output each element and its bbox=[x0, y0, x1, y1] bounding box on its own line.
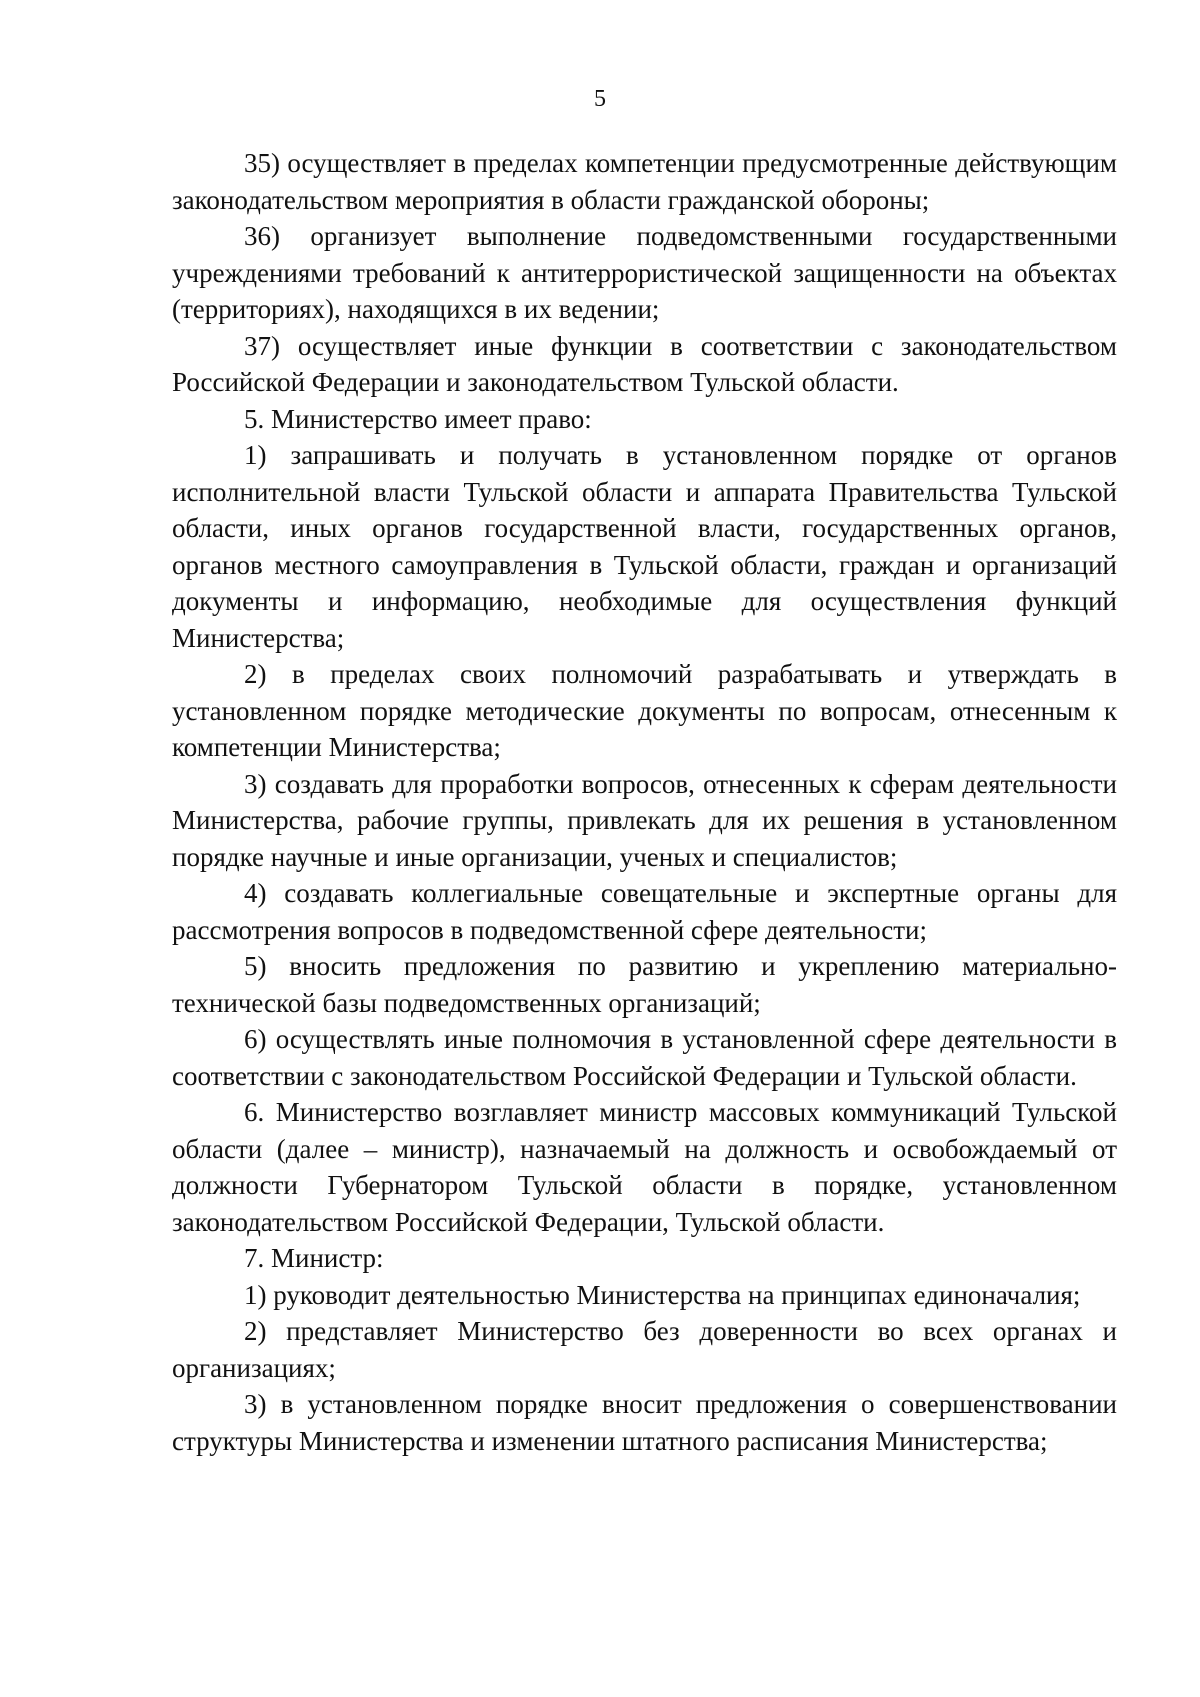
paragraph-section-7: 7. Министр: bbox=[244, 1243, 384, 1273]
paragraph-right-5: 5) вносить предложения по развитию и укреплению материально-технической базы подведомственных организаций; bbox=[172, 951, 1117, 1018]
document-body bbox=[172, 145, 1117, 1459]
paragraph-minister-2: 2) представляет Министерство без доверенности во всех органах и организациях; bbox=[172, 1316, 1117, 1383]
paragraph-right-4: 4) создавать коллегиальные совещательные и экспертные органы для рассмотрения вопросов в подведомственной сфере деятельности; bbox=[172, 878, 1117, 945]
paragraph-section-5: 5. Министерство имеет право: bbox=[244, 403, 592, 434]
paragraph-minister-1: 1) руководит деятельностью Министерства на принципах единоначалия; bbox=[244, 1279, 1081, 1310]
paragraph-item-35: 35) осуществляет в пределах компетенции предусмотренные действующим законодательством мероприятия в области гражданской обороны; bbox=[172, 148, 1117, 215]
paragraph-right-6: 6) осуществлять иные полномочия в установленной сфере деятельности в соответствии с законодательством Российской Федерации и Тульской области. bbox=[172, 1024, 1117, 1091]
paragraph-right-1: 1) запрашивать и получать в установленном порядке от органов исполнительной власти Тульской области и аппарата Правительства Тульской области, иных органов государственной власти, государственных органов, органов местного самоуправления в Тульской области, граждан и организаций документы и информацию, необходимые для осуществления функций Министерства; bbox=[172, 440, 1117, 653]
paragraph-right-2: 2) в пределах своих полномочий разрабатывать и утверждать в установленном порядке методические документы по вопросам, отнесенным к компетенции Министерства; bbox=[172, 659, 1117, 762]
paragraph-section-6: 6. Министерство возглавляет министр массовых коммуникаций Тульской области (далее – министр), назначаемый на должность и освобождаемый от должности Губернатором Тульской области в порядке, установленном законодательством Российской Федерации, Тульской области. bbox=[172, 1097, 1117, 1237]
paragraph-item-37: 37) осуществляет иные функции в соответствии с законодательством Российской Федерации и законодательством Тульской области. bbox=[172, 330, 1117, 397]
paragraph-item-36: 36) организует выполнение подведомственными государственными учреждениями требований к антитеррористической защищенности на объектах (территориях), находящихся в их ведении; bbox=[172, 221, 1117, 324]
paragraph-minister-3: 3) в установленном порядке вносит предложения о совершенствовании структуры Министерства и изменении штатного расписания Министерства; bbox=[172, 1389, 1117, 1456]
page-number: 5 bbox=[594, 86, 606, 112]
paragraph-right-3: 3) создавать для проработки вопросов, отнесенных к сферам деятельности Министерства, рабочие группы, привлекать для их решения в установленном порядке научные и иные организации, ученых и специалистов; bbox=[172, 768, 1117, 872]
